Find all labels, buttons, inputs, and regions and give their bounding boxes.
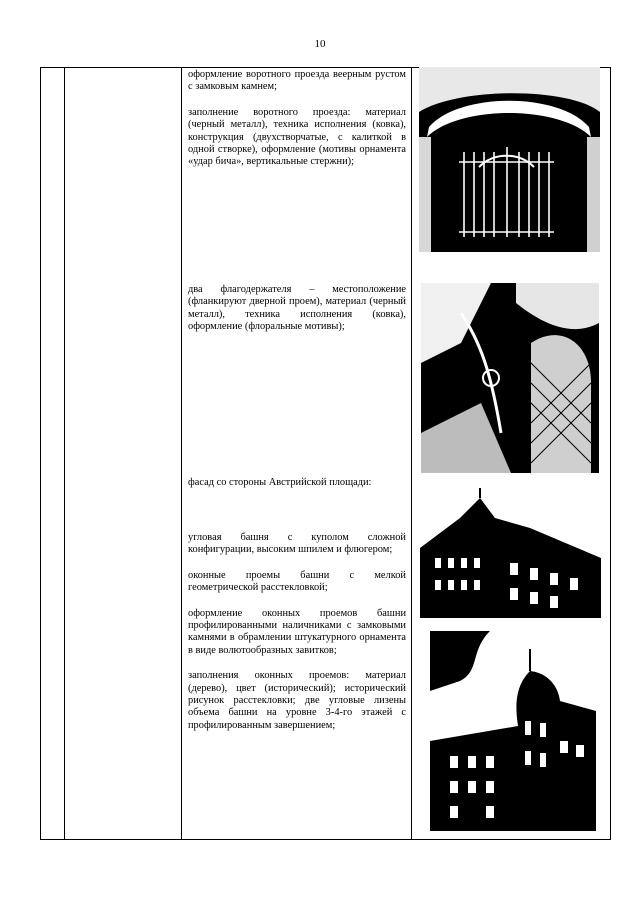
column-border (64, 67, 65, 840)
column-border (40, 67, 41, 840)
column-border (411, 67, 412, 840)
gate-arch-photo (419, 67, 600, 270)
description-paragraph: оконные проемы башни с мелкой геометрической расстекловкой; (188, 569, 406, 594)
corner-tower-photo (430, 631, 596, 831)
description-paragraph: оформление воротного проезда веерным рустом с замковым камнем; (188, 69, 406, 93)
table-bottom-border (40, 839, 611, 840)
description-paragraph: угловая башня с куполом сложной конфигурации, высоким шпилем и флюгером; (188, 532, 406, 556)
column-border (610, 67, 611, 840)
description-paragraph: фасад со стороны Австрийской площади: (188, 477, 372, 488)
monuments-table (40, 67, 611, 840)
description-paragraph: заполнение воротного проезда: материал (черный металл), техника исполнения (ковка), конструкция (двухстворчатые, с калиткой в одной створке), оформление (мотивы орнамента «удар бича», вертикальные стержни); (188, 106, 406, 168)
description-block (188, 477, 406, 502)
description-block (188, 284, 406, 347)
description-block (188, 532, 406, 745)
tower-facade-photo (420, 488, 601, 618)
description-paragraph: два флагодержателя – местоположение (фланкируют дверной проем), материал (черный металл), техника исполнения (ковка), оформление (флоральные мотивы); (188, 284, 406, 333)
page-number: 10 (314, 38, 326, 50)
flag-holder-photo (421, 283, 599, 473)
column-border (181, 67, 182, 840)
description-paragraph: оформление оконных проемов башни профилированными наличниками с замковыми камнями в обрамлении штукатурного орнамента в виде волютообразных завитков; (188, 607, 406, 656)
description-paragraph: заполнения оконных проемов: материал (дерево), цвет (исторический); исторический рисунок расстекловки; две угловые лизены объема башни на уровне 3-4-го этажей с профилированным завершением; (188, 670, 406, 731)
description-block (188, 69, 406, 182)
